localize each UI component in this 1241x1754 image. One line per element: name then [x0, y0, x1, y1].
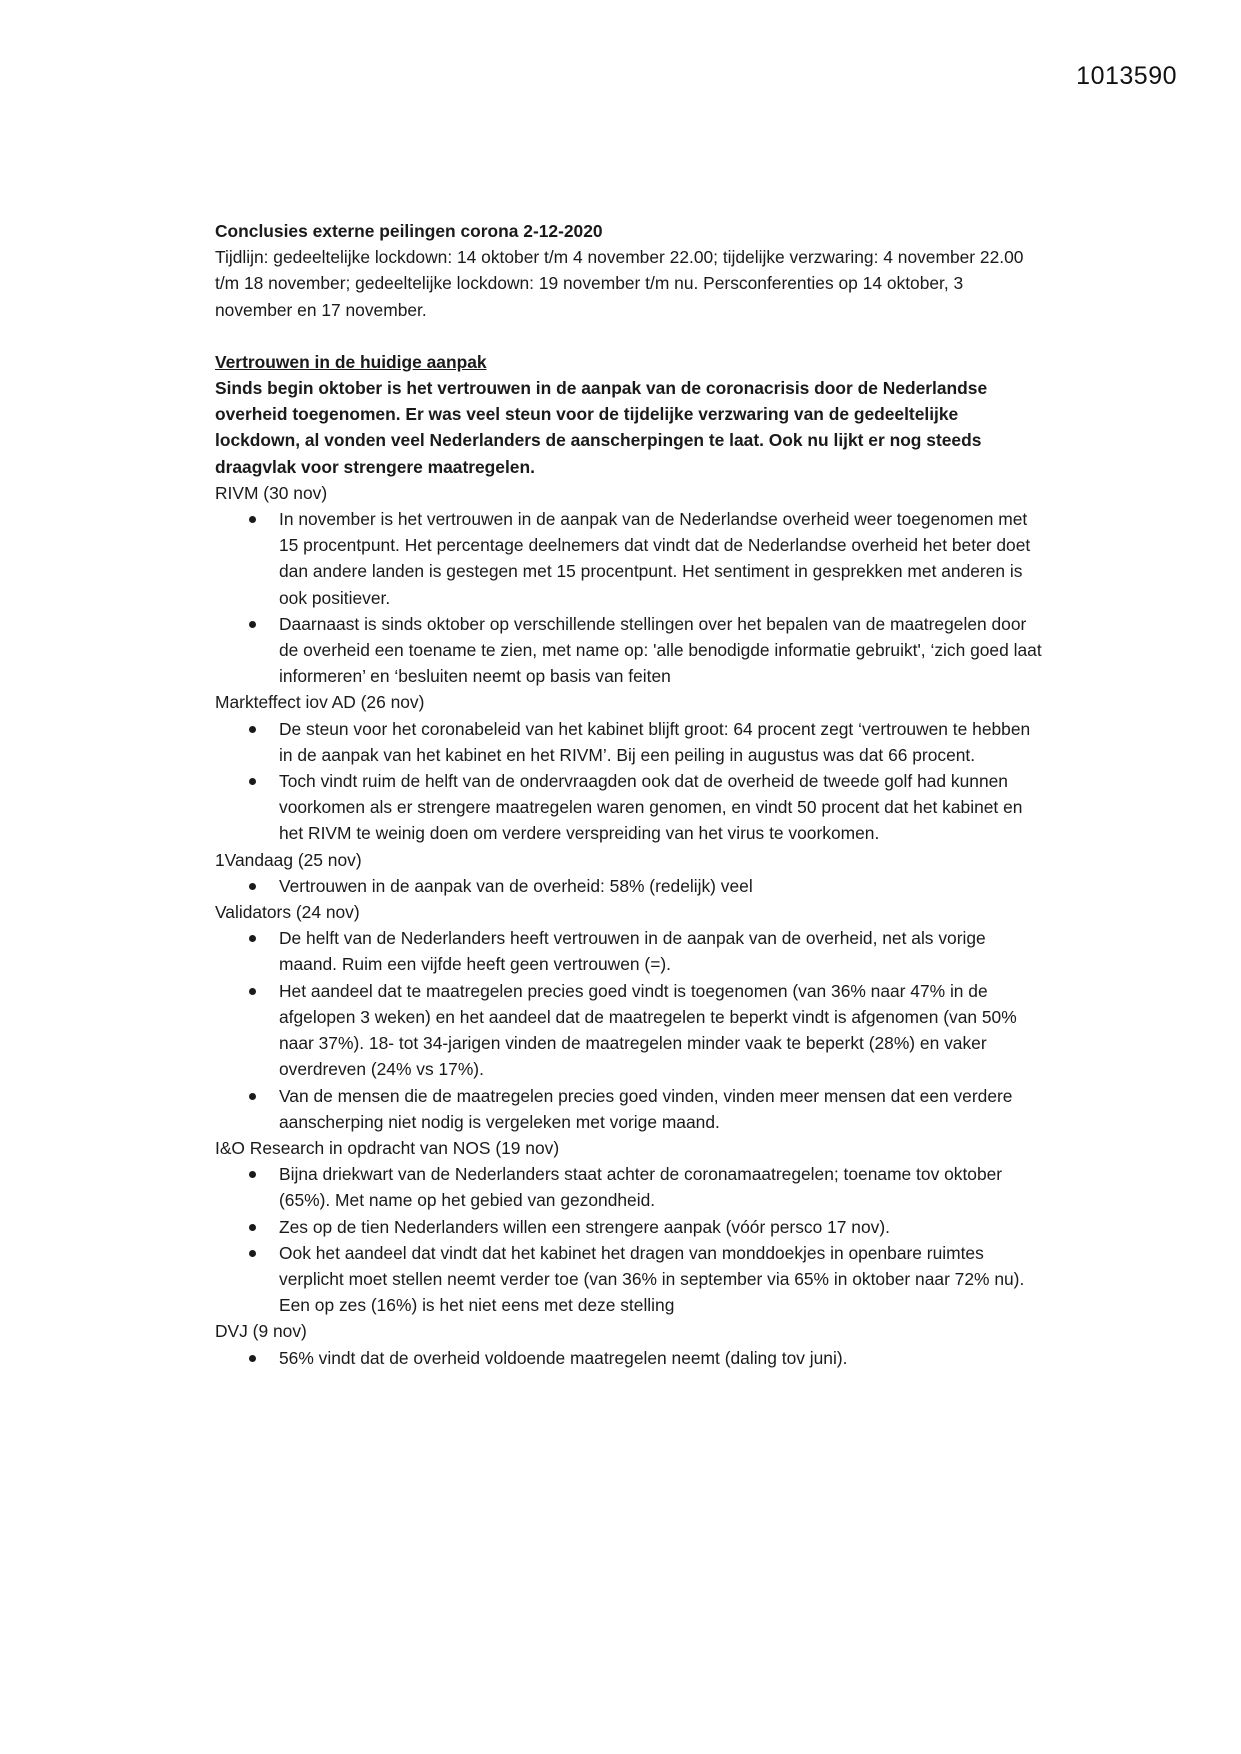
- source-io-research-bullets: [215, 1161, 1045, 1318]
- source-1vandaag: 1Vandaag (25 nov): [215, 849, 362, 870]
- bullet-item: Van de mensen die de maatregelen precies goed vinden, vinden meer mensen dat een verdere aanscherping niet nodig is vergeleken met vorige maand.: [215, 1083, 1045, 1135]
- source-markteffect-bullets: [215, 716, 1045, 847]
- source-dvj: DVJ (9 nov): [215, 1321, 307, 1342]
- document-body: [215, 218, 1045, 1371]
- bullet-item: Ook het aandeel dat vindt dat het kabinet het dragen van monddoekjes in openbare ruimtes verplicht moet stellen neemt verder toe (van 36% in september via 65% in oktober naar 72% nu). Een op zes (16%) is het niet eens met deze stelling: [215, 1240, 1045, 1319]
- source-rivm-bullets: [215, 506, 1045, 689]
- source-validators-bullets: [215, 925, 1045, 1135]
- section-lead: Sinds begin oktober is het vertrouwen in de aanpak van de coronacrisis door de Nederlandse overheid toegenomen. Er was veel steun voor de tijdelijke verzwaring van de gedeeltelijke lockdown, al vonden veel Nederlanders de aanscherpingen te laat. Ook nu lijkt er nog steeds draagvlak voor strengere maatregelen.: [215, 378, 988, 477]
- bullet-item: De steun voor het coronabeleid van het kabinet blijft groot: 64 procent zegt ‘vertrouwen te hebben in de aanpak van het kabinet en het RIVM’. Bij een peiling in augustus was dat 66 procent.: [215, 716, 1045, 768]
- bullet-item: Zes op de tien Nederlanders willen een strengere aanpak (vóór persco 17 nov).: [215, 1214, 1045, 1240]
- bullet-item: Vertrouwen in de aanpak van de overheid: 58% (redelijk) veel: [215, 873, 1045, 899]
- source-markteffect: Markteffect iov AD (26 nov): [215, 692, 425, 713]
- bullet-item: Toch vindt ruim de helft van de ondervraagden ook dat de overheid de tweede golf had kunnen voorkomen als er strengere maatregelen waren genomen, en vindt 50 procent dat het kabinet en het RIVM te weinig doen om verdere verspreiding van het virus te voorkomen.: [215, 768, 1045, 847]
- source-io-research: I&O Research in opdracht van NOS (19 nov): [215, 1137, 560, 1158]
- source-1vandaag-bullets: [215, 873, 1045, 899]
- source-dvj-bullets: [215, 1345, 1045, 1371]
- bullet-item: Daarnaast is sinds oktober op verschillende stellingen over het bepalen van de maatregelen door de overheid een toename te zien, met name op: 'alle benodigde informatie gebruikt', ‘zich goed laat informeren’ en ‘besluiten neemt op basis van feiten: [215, 611, 1045, 690]
- spacer: [215, 323, 1045, 349]
- bullet-item: Het aandeel dat te maatregelen precies goed vindt is toegenomen (van 36% naar 47% in de afgelopen 3 weken) en het aandeel dat de maatregelen te beperkt vindt is afgenomen (van 50% naar 37%). 18- tot 34-jarigen vinden de maatregelen minder vaak te beperkt (28%) en vaker overdreven (24% vs 17%).: [215, 978, 1045, 1083]
- bullet-item: Bijna driekwart van de Nederlanders staat achter de coronamaatregelen; toename tov oktober (65%). Met name op het gebied van gezondheid.: [215, 1161, 1045, 1213]
- source-validators: Validators (24 nov): [215, 902, 360, 923]
- source-rivm: RIVM (30 nov): [215, 482, 328, 503]
- document-number: 1013590: [1076, 62, 1177, 90]
- bullet-item: 56% vindt dat de overheid voldoende maatregelen neemt (daling tov juni).: [215, 1345, 1045, 1371]
- bullet-item: In november is het vertrouwen in de aanpak van de Nederlandse overheid weer toegenomen met 15 procentpunt. Het percentage deelnemers dat vindt dat de Nederlandse overheid het beter doet dan andere landen is gestegen met 15 procentpunt. Het sentiment in gesprekken met anderen is ook positiever.: [215, 506, 1045, 611]
- bullet-item: De helft van de Nederlanders heeft vertrouwen in de aanpak van de overheid, net als vorige maand. Ruim een vijfde heeft geen vertrouwen (=).: [215, 925, 1045, 977]
- timeline-intro: Tijdlijn: gedeeltelijke lockdown: 14 oktober t/m 4 november 22.00; tijdelijke verzwaring: 4 november 22.00 t/m 18 november; gedeeltelijke lockdown: 19 november t/m nu. Persconferenties op 14 oktober, 3 november en 17 november.: [215, 247, 1024, 320]
- section-heading: Vertrouwen in de huidige aanpak: [215, 351, 487, 372]
- document-title: Conclusies externe peilingen corona 2-12-2020: [215, 221, 603, 241]
